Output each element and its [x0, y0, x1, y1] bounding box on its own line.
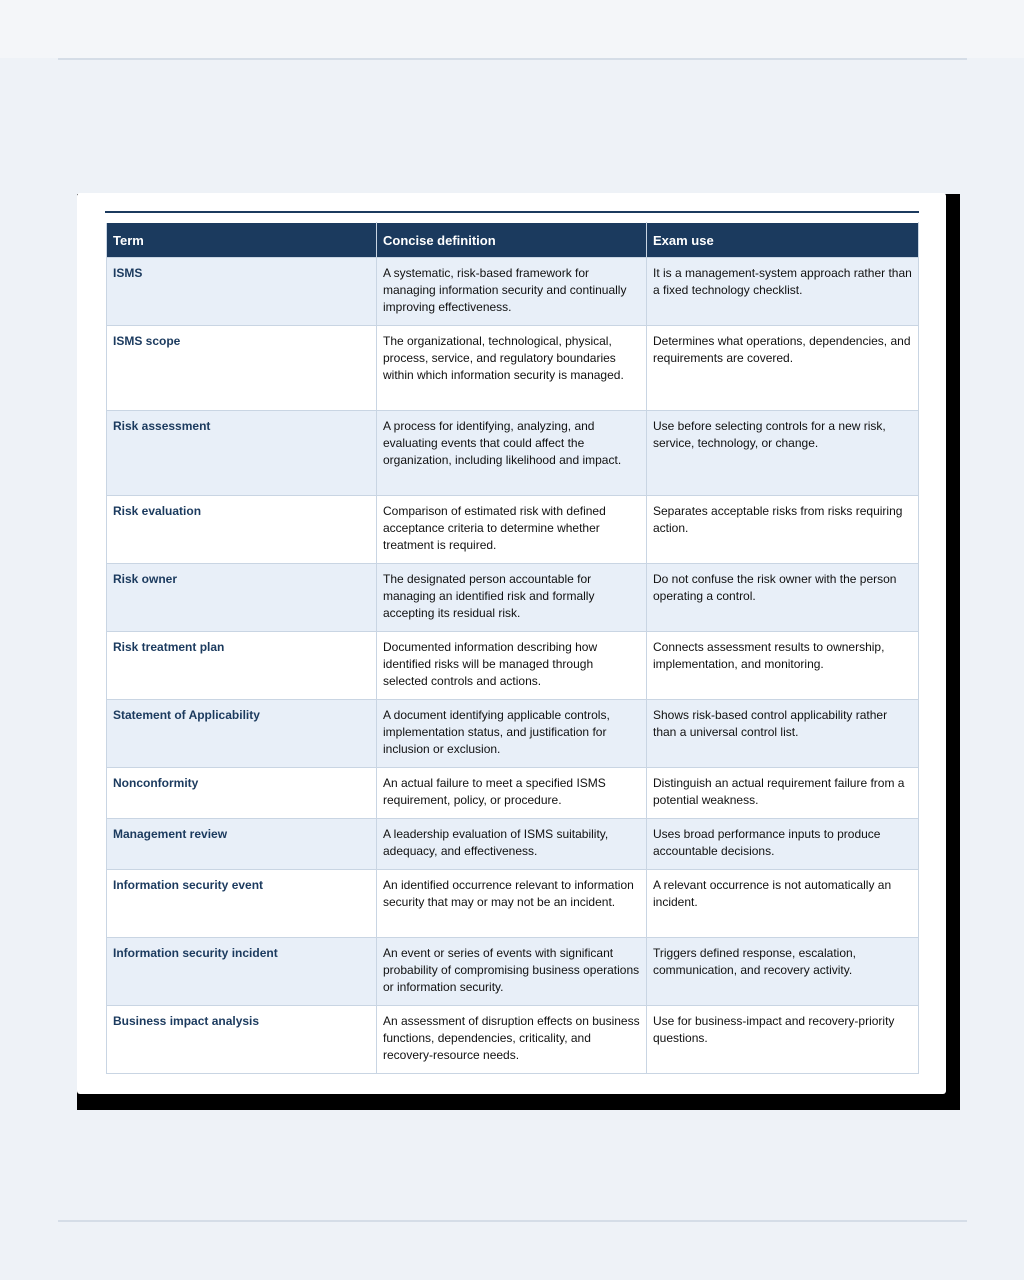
definition-cell: A leadership evaluation of ISMS suitability, adequacy, and effectiveness.: [377, 819, 647, 870]
header-definition: Concise definition: [377, 223, 647, 258]
exam-use-cell: Use for business-impact and recovery-priority questions.: [647, 1006, 919, 1074]
term-cell: ISMS: [107, 258, 377, 326]
definition-cell: An actual failure to meet a specified ISMS requirement, policy, or procedure.: [377, 768, 647, 819]
exam-use-cell: Triggers defined response, escalation, communication, and recovery activity.: [647, 938, 919, 1006]
term-cell: Management review: [107, 819, 377, 870]
term-cell: Statement of Applicability: [107, 700, 377, 768]
table-row: [107, 768, 919, 819]
definition-cell: The designated person accountable for managing an identified risk and formally accepting its residual risk.: [377, 564, 647, 632]
glossary-table: [106, 222, 919, 1074]
definition-cell: A process for identifying, analyzing, and evaluating events that could affect the organization, including likelihood and impact.: [377, 411, 647, 496]
term-cell: Risk assessment: [107, 411, 377, 496]
table-row: [107, 411, 919, 496]
table-row: [107, 819, 919, 870]
exam-use-cell: A relevant occurrence is not automatically an incident.: [647, 870, 919, 938]
definition-cell: Comparison of estimated risk with defined acceptance criteria to determine whether treatment is required.: [377, 496, 647, 564]
bottom-divider: [58, 1220, 967, 1222]
table-row: [107, 496, 919, 564]
term-cell: Information security incident: [107, 938, 377, 1006]
definition-cell: An identified occurrence relevant to information security that may or may not be an incident.: [377, 870, 647, 938]
definition-cell: A systematic, risk-based framework for managing information security and continually improving effectiveness.: [377, 258, 647, 326]
exam-use-cell: Separates acceptable risks from risks requiring action.: [647, 496, 919, 564]
table-row: [107, 564, 919, 632]
document-card: [77, 193, 946, 1094]
definition-cell: An event or series of events with significant probability of compromising business operations or information security.: [377, 938, 647, 1006]
table-header-row: [107, 223, 919, 258]
term-cell: Information security event: [107, 870, 377, 938]
exam-use-cell: Use before selecting controls for a new risk, service, technology, or change.: [647, 411, 919, 496]
header-exam-use: Exam use: [647, 223, 919, 258]
exam-use-cell: Do not confuse the risk owner with the person operating a control.: [647, 564, 919, 632]
table-row: [107, 938, 919, 1006]
definition-cell: An assessment of disruption effects on business functions, dependencies, criticality, and recovery-resource needs.: [377, 1006, 647, 1074]
term-cell: Risk treatment plan: [107, 632, 377, 700]
exam-use-cell: Shows risk-based control applicability rather than a universal control list.: [647, 700, 919, 768]
exam-use-cell: Connects assessment results to ownership, implementation, and monitoring.: [647, 632, 919, 700]
heading-underline: [105, 211, 919, 213]
term-cell: Business impact analysis: [107, 1006, 377, 1074]
header-term: Term: [107, 223, 377, 258]
table-row: [107, 632, 919, 700]
table-row: [107, 326, 919, 411]
term-cell: Risk evaluation: [107, 496, 377, 564]
definition-cell: A document identifying applicable controls, implementation status, and justification for inclusion or exclusion.: [377, 700, 647, 768]
exam-use-cell: Distinguish an actual requirement failure from a potential weakness.: [647, 768, 919, 819]
exam-use-cell: It is a management-system approach rather than a fixed technology checklist.: [647, 258, 919, 326]
exam-use-cell: Uses broad performance inputs to produce accountable decisions.: [647, 819, 919, 870]
term-cell: ISMS scope: [107, 326, 377, 411]
definition-cell: Documented information describing how identified risks will be managed through selected controls and actions.: [377, 632, 647, 700]
table-row: [107, 258, 919, 326]
table-row: [107, 870, 919, 938]
term-cell: Risk owner: [107, 564, 377, 632]
top-band: [0, 0, 1024, 58]
term-cell: Nonconformity: [107, 768, 377, 819]
exam-use-cell: Determines what operations, dependencies, and requirements are covered.: [647, 326, 919, 411]
definition-cell: The organizational, technological, physical, process, service, and regulatory boundaries within which information security is managed.: [377, 326, 647, 411]
table-row: [107, 700, 919, 768]
top-divider: [58, 58, 967, 60]
table-row: [107, 1006, 919, 1074]
